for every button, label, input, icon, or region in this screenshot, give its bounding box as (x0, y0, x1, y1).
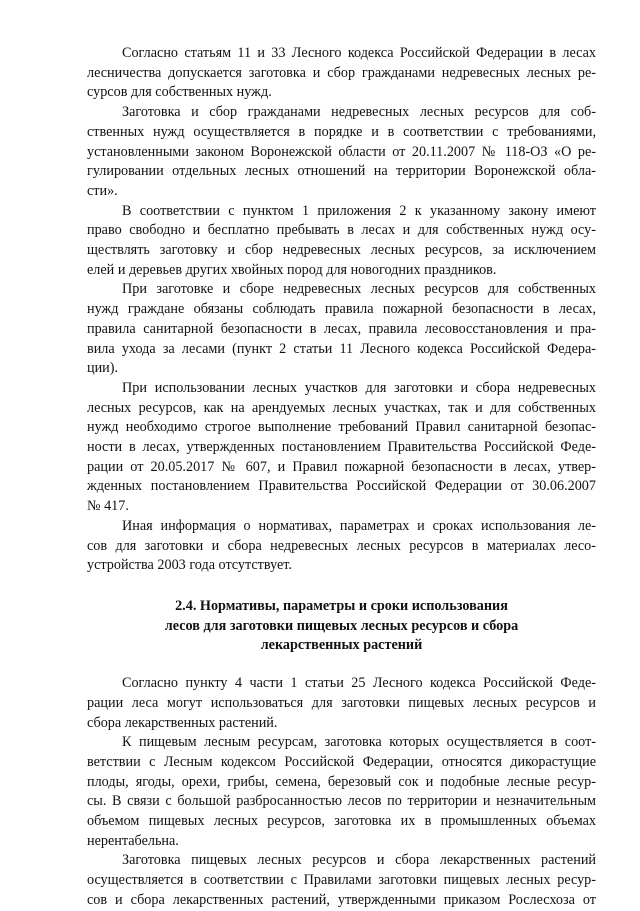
text-line: сти». (87, 182, 118, 199)
document-page (87, 44, 596, 911)
text-line: № 417. (87, 498, 129, 515)
text-line: елей и деревьев других хвойных пород для новогодних праздников. (87, 261, 497, 278)
text-line: рации леса могут использоваться для заготовки пищевых лесных ресурсов и (87, 694, 596, 711)
text-line: устройства 2003 года отсутствует. (87, 557, 292, 574)
text-line: сов и сбора лекарственных растений, утвержденными приказом Рослесхоза от (87, 891, 596, 908)
section-2-4-body (87, 674, 596, 910)
text-line: установленными законом Воронежской области от 20.11.2007 № 118-ОЗ «О ре- (87, 143, 596, 160)
text-line: При заготовке и сборе недревесных лесных ресурсов для собственных (122, 281, 596, 298)
text-line: нужд граждане обязаны соблюдать правила пожарной безопасности в лесах, (87, 301, 596, 318)
text-line: Заготовка пищевых лесных ресурсов и сбора лекарственных растений (122, 852, 596, 869)
text-line: ственных нужд осуществляется в порядке и в соответствии с требованиями, (87, 123, 596, 140)
text-line: осуществляется в соответствии с Правилами заготовки пищевых лесных ресур- (87, 872, 596, 889)
text-line: ществлять заготовку и сбор недревесных лесных ресурсов, за исключением (87, 242, 596, 259)
paragraph (87, 379, 596, 517)
text-line: ности в лесах, утвержденных постановлением Правительства Российской Феде- (87, 439, 596, 456)
text-line: сбора лекарственных растений. (87, 714, 278, 731)
paragraph (87, 517, 596, 576)
heading-line: 2.4. Нормативы, параметры и сроки использования (175, 597, 508, 614)
text-line: В соответствии с пунктом 1 приложения 2 к указанному закону имеют (122, 202, 596, 219)
text-line: Согласно статьям 11 и 33 Лесного кодекса Российской Федерации в лесах (122, 45, 596, 61)
paragraph (87, 280, 596, 379)
section-heading-2-4 (87, 597, 596, 656)
heading-line: лекарственных растений (260, 637, 423, 654)
text-line: объемом пищевых лесных ресурсов, заготовка их в промышленных объемах (87, 813, 596, 830)
text-line: Заготовка и сбор гражданами недревесных лесных ресурсов для соб- (122, 104, 596, 121)
text-line: Согласно пункту 4 части 1 статьи 25 Лесного кодекса Российской Феде- (122, 675, 596, 692)
text-line: сы. В связи с большой разбросанностью лесов по территории и незначительным (87, 793, 596, 810)
paragraph (87, 44, 596, 103)
paragraph (87, 202, 596, 281)
text-line: сурсов для собственных нужд. (87, 84, 272, 101)
text-line: К пищевым лесным ресурсам, заготовка которых осуществляется в соот- (122, 734, 596, 751)
heading-line: лесов для заготовки пищевых лесных ресурсов и сбора (164, 617, 519, 634)
text-line: сов для заготовки и сбора недревесных лесных ресурсов в материалах лесо- (87, 537, 596, 554)
text-line: нерентабельна. (87, 832, 179, 849)
paragraph (87, 851, 596, 910)
text-line: плоды, ягоды, орехи, грибы, семена, березовый сок и подобные лесные ресур- (87, 773, 596, 790)
text-line: гулировании отдельных лесных отношений на территории Воронежской обла- (87, 163, 596, 180)
text-line: правила санитарной безопасности в лесах, правила лесовосстановления и пра- (87, 320, 596, 337)
text-line: нужд необходимо строгое выполнение требований Правил санитарной безопас- (87, 419, 596, 436)
text-line: ции). (87, 360, 119, 377)
paragraph (87, 674, 596, 733)
text-line: При использовании лесных участков для заготовки и сбора недревесных (122, 379, 596, 396)
text-line: Иная информация о нормативах, параметрах и сроках использования ле- (122, 517, 596, 534)
text-line: вила ухода за лесами (пункт 2 статьи 11 Лесного кодекса Российской Федера- (87, 340, 596, 357)
text-line: право свободно и бесплатно пребывать в лесах и для собственных нужд осу- (87, 222, 596, 239)
text-line: жденных постановлением Правительства Российской Федерации от 30.06.2007 (87, 478, 596, 495)
section-2-3-body (87, 44, 596, 576)
paragraph (87, 103, 596, 202)
text-line: лесных ресурсов, как на арендуемых лесных участках, так и для собственных (87, 399, 596, 416)
paragraph (87, 733, 596, 851)
text-line: рации от 20.05.2017 № 607, и Правил пожарной безопасности в лесах, утвер- (87, 458, 596, 475)
text-line: лесничества допускается заготовка и сбор гражданами недревесных лесных ре- (87, 64, 596, 81)
text-line: ветствии с Лесным кодексом Российской Федерации, относятся дикорастущие (87, 753, 596, 770)
